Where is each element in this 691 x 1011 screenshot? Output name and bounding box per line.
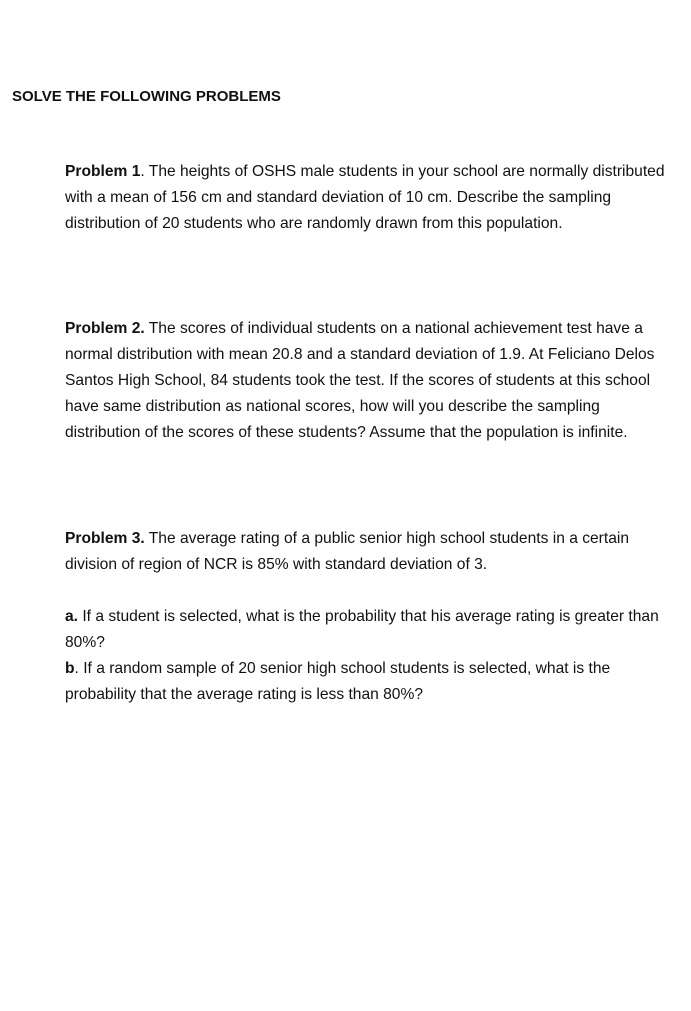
problem-3-item-b-text: . If a random sample of 20 senior high school students is selected, what is the probability that the average rating is less than 80%? bbox=[65, 660, 611, 703]
problem-3-item-a-label: a. bbox=[65, 608, 79, 625]
problem-3-item-a bbox=[65, 604, 677, 656]
problem-3-text: The average rating of a public senior high school students in a certain division of region of NCR is 85% with standard deviation of 3. bbox=[65, 530, 630, 573]
page-heading: SOLVE THE FOLLOWING PROBLEMS bbox=[12, 88, 281, 105]
problem-3-subquestions bbox=[65, 604, 677, 708]
problem-3-item-b bbox=[65, 656, 677, 708]
problem-1-label-suffix: . bbox=[140, 163, 145, 180]
problem-1-text: The heights of OSHS male students in your school are normally distributed with a mean of 156 cm and standard deviation of 10 cm. Describe the sampling distribution of 20 students who are randomly drawn from this population. bbox=[65, 163, 665, 232]
problem-1-paragraph bbox=[65, 159, 677, 237]
problem-2 bbox=[65, 316, 677, 446]
problem-2-paragraph bbox=[65, 316, 677, 446]
problem-2-text: The scores of individual students on a national achievement test have a normal distribution with mean 20.8 and a standard deviation of 1.9. At Feliciano Delos Santos High School, 84 students took the test. If the scores of students at this school have same distribution as national scores, how will you describe the sampling distribution of the scores of these students? Assume that the population is infinite. bbox=[65, 320, 655, 441]
problem-1-label: Problem 1 bbox=[65, 163, 141, 180]
problem-1 bbox=[65, 159, 677, 237]
problem-3 bbox=[65, 526, 677, 578]
problem-3-item-a-text: If a student is selected, what is the probability that his average rating is greater than 80%? bbox=[65, 608, 659, 651]
problem-3-item-b-label: b bbox=[65, 660, 75, 677]
problem-3-label: Problem 3. bbox=[65, 530, 145, 547]
problem-2-label: Problem 2. bbox=[65, 320, 145, 337]
problem-3-paragraph bbox=[65, 526, 677, 578]
